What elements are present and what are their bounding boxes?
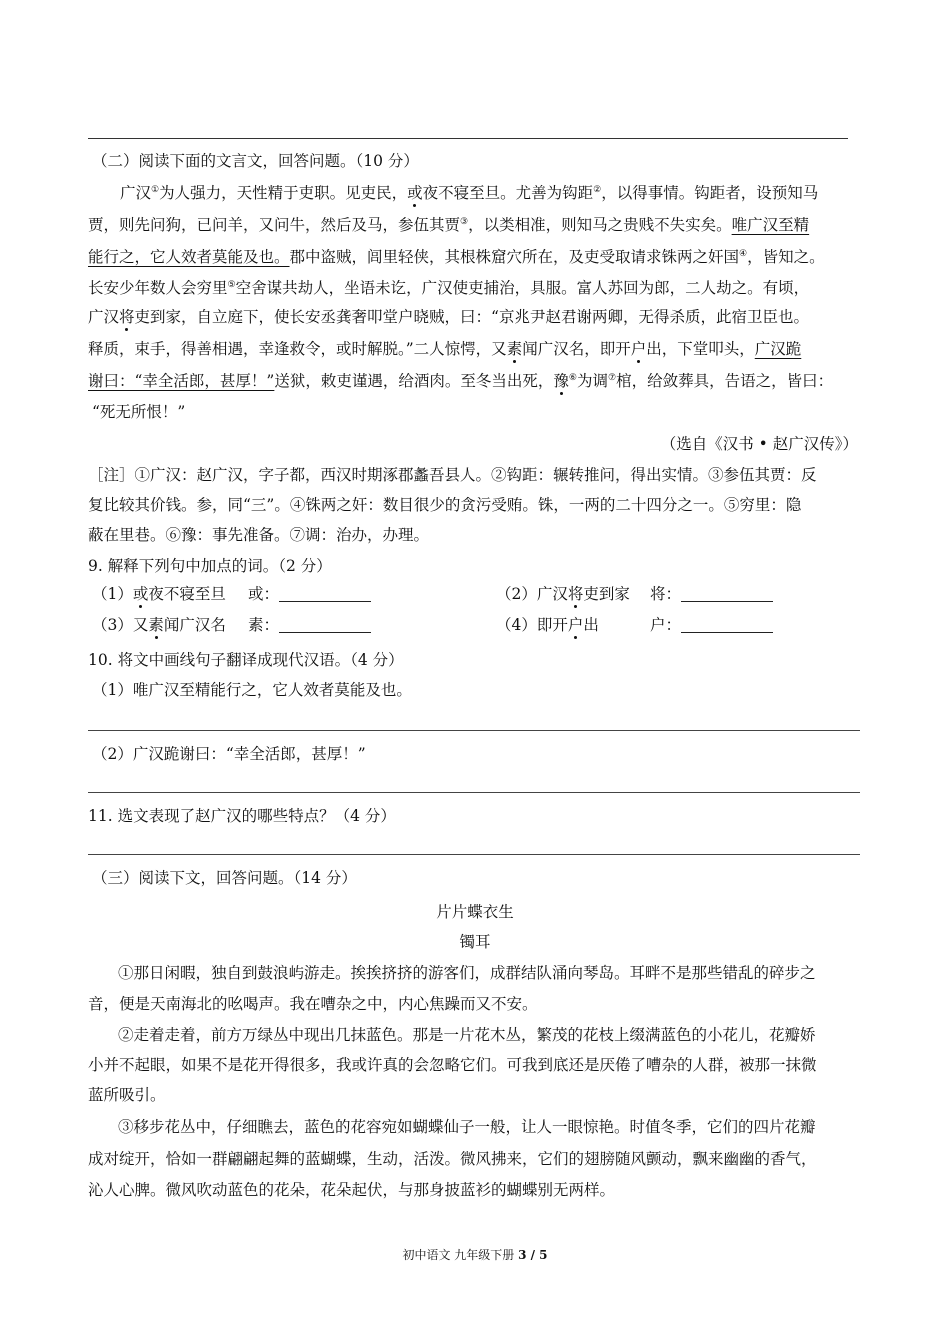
- passage-line-7: 谢曰：“幸全活郎，甚厚！”送狱，敕吏谨遇，给酒肉。至冬当出死，豫⑥为调⑦棺，给敛葬具，告语之，皆曰：: [88, 372, 834, 390]
- underlined-sentence: 广汉跪: [754, 340, 802, 358]
- page-footer: 初中语文 九年级下册 3 / 5: [402, 1248, 548, 1262]
- article-line: ③移步花丛中，仔细瞧去，蓝色的花容宛如蝴蝶仙子一般，让人一眼惊艳。时值冬季，它们的四片花瓣: [118, 1118, 816, 1136]
- note-line-1: ［注］①广汉：赵广汉，字子都，西汉时期涿郡蠡吾县人。②钩距：辗转推问，得出实情。③参伍其贾：反: [88, 466, 817, 484]
- passage-line-8: “死无所恨！”: [92, 403, 186, 421]
- article-line: ①那日闲暇，独自到鼓浪屿游走。挨挨挤挤的游客们，成群结队涌向琴岛。耳畔不是那些错乱的碎步之: [118, 964, 816, 982]
- dotted-word: 户: [630, 340, 647, 358]
- underlined-sentence: 谢曰：“幸全活郎，甚厚！”: [88, 372, 275, 390]
- dotted-word: 豫: [553, 372, 569, 390]
- note-line-3: 蔽在里巷。⑥豫：事先准备。⑦调：治办，办理。: [88, 526, 430, 544]
- answer-blank[interactable]: [279, 616, 371, 633]
- page-number: 3 / 5: [518, 1248, 548, 1262]
- passage-line-4: 长安少年数人会穷里⑤空舍谋共劫人，坐语未讫，广汉使吏捕治，具服。富人苏回为郎，二人劫之。有顷，: [88, 279, 810, 297]
- section3-heading: （三）阅读下文，回答问题。（14 分）: [92, 869, 357, 887]
- dotted-word: 将: [119, 308, 135, 326]
- q9-item-4: （4）即开户出: [496, 616, 599, 634]
- q9-item-1: （1）或夜不寝至旦: [92, 585, 226, 603]
- passage-line-5: 广汉将吏到家，自立庭下，使长安丞龚奢叩堂户晓贼，曰：“京兆尹赵君谢两卿，无得杀质，此宿卫臣也。: [88, 308, 809, 326]
- answer-blank[interactable]: [681, 585, 773, 602]
- article-line: 蓝所吸引。: [88, 1086, 166, 1104]
- q9-item-3: （3）又素闻广汉名: [92, 616, 226, 634]
- section2-heading: （二）阅读下面的文言文，回答问题。（10 分）: [92, 152, 419, 170]
- answer-line[interactable]: [88, 854, 860, 855]
- q10-sentence-2: （2）广汉跪谢曰：“幸全活郎，甚厚！”: [92, 745, 366, 763]
- article-line: 音，便是天南海北的吆喝声。我在嘈杂之中，内心焦躁而又不安。: [88, 995, 538, 1013]
- answer-line[interactable]: [88, 792, 860, 793]
- underlined-sentence: 能行之，它人效者莫能及也。: [88, 248, 290, 266]
- passage-line-3: 能行之，它人效者莫能及也。郡中盗贼，闾里轻侠，其根株窟穴所在，及吏受取请求铢两之奸国④，皆知之。: [88, 248, 825, 266]
- q9-item-2: （2）广汉将吏到家: [496, 585, 630, 603]
- q10-sentence-1: （1）唯广汉至精能行之，它人效者莫能及也。: [92, 681, 412, 699]
- article-line: 沁人心脾。微风吹动蓝色的花朵，花朵起伏，与那身披蓝衫的蝴蝶别无两样。: [88, 1181, 616, 1199]
- q9-title: 9. 解释下列句中加点的词。（2 分）: [88, 557, 332, 575]
- article-line: 小并不起眼，如果不是花开得很多，我或许真的会忽略它们。可我到底还是厌倦了嘈杂的人群，被那一抹微: [88, 1056, 817, 1074]
- underlined-sentence: 唯广汉至精: [731, 216, 810, 234]
- source-citation: （选自《汉书 • 赵广汉传》）: [660, 435, 858, 453]
- dotted-word: 户: [567, 616, 584, 634]
- answer-blank[interactable]: [681, 616, 773, 633]
- dotted-word: 或: [132, 585, 149, 603]
- q9-item-3-answer[interactable]: 素：: [248, 615, 371, 635]
- dotted-word: 素: [506, 340, 523, 358]
- article-title: 片片蝶衣生: [436, 903, 514, 921]
- note-line-2: 复比较其价钱。参，同“三”。④铢两之奸：数目很少的贪污受贿。铢，一两的二十四分之一。⑤穷里：隐: [88, 496, 802, 514]
- dotted-word: 素: [148, 616, 164, 634]
- dotted-word: 将: [567, 585, 584, 603]
- dotted-word: 或: [407, 184, 423, 202]
- top-rule: [88, 138, 848, 139]
- passage-line-6: 释质，束手，得善相遇，幸逢救令，或时解脱。”二人惊愕，又素闻广汉名，即开户出，下堂叩头，广汉跪: [88, 340, 802, 358]
- article-line: 成对绽开，恰如一群翩翩起舞的蓝蝴蝶，生动，活泼。微风拂来，它们的翅膀随风颤动，飘来幽幽的香气，: [88, 1150, 817, 1168]
- q9-item-1-answer[interactable]: 或：: [248, 584, 371, 604]
- q9-item-2-answer[interactable]: 将：: [650, 584, 773, 604]
- answer-line[interactable]: [88, 730, 860, 731]
- q10-title: 10. 将文中画线句子翻译成现代汉语。（4 分）: [88, 651, 404, 669]
- answer-blank[interactable]: [279, 585, 371, 602]
- article-author: 镯耳: [459, 933, 491, 951]
- passage-line-1: 广汉①为人强力，天性精于吏职。见吏民，或夜不寝至旦。尤善为钩距②，以得事情。钩距者，设预知马: [120, 184, 819, 202]
- q11-title: 11. 选文表现了赵广汉的哪些特点？（4 分）: [88, 807, 396, 825]
- article-line: ②走着走着，前方万绿丛中现出几抹蓝色。那是一片花木丛，繁茂的花枝上缀满蓝色的小花儿，花瓣娇: [118, 1026, 816, 1044]
- q9-item-4-answer[interactable]: 户：: [650, 615, 773, 635]
- passage-line-2: 贾，则先问狗，已问羊，又问牛，然后及马，参伍其贾③，以类相准，则知马之贵贱不失实矣。唯广汉至精: [88, 216, 810, 234]
